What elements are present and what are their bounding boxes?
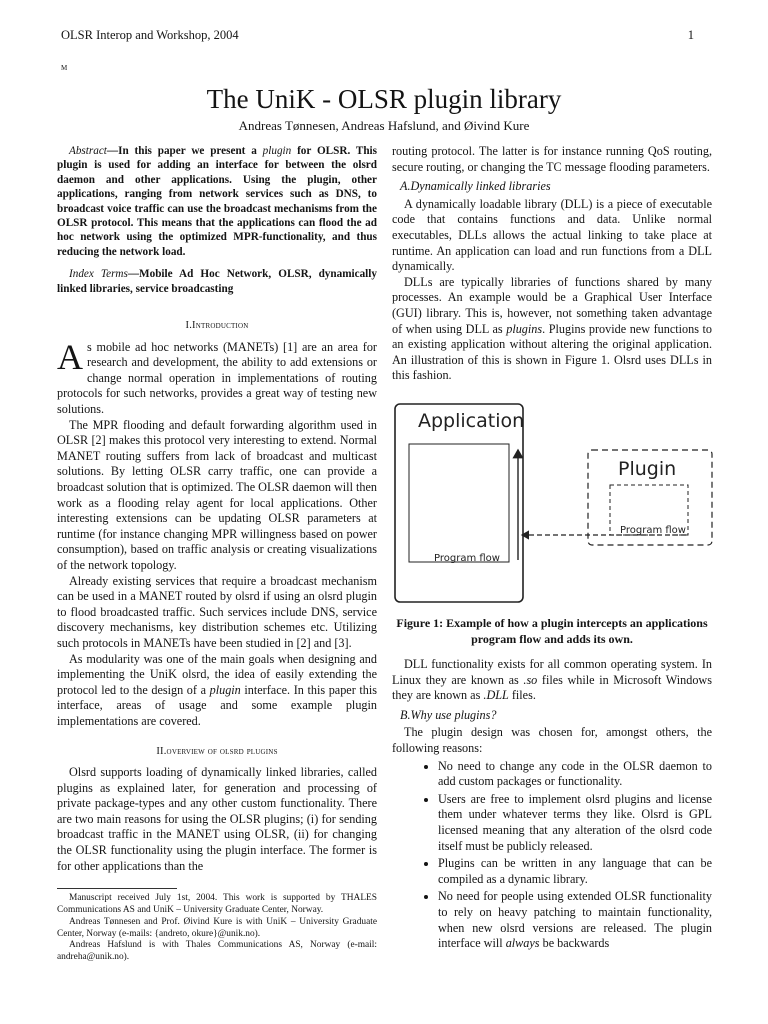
intro-paragraph-3: Already existing services that require a broadcast mechanism can be used in a MANET routed by olsrd if using an olsrd plugin to flood broadcasted traffic. Such services include DNS, service discovery mechanisms, key distribution schemes etc. Utilizing such protocols in MANETs have been studied in [2] and [3]. xyxy=(57,573,377,650)
list-item: • No need to change any code in the OLSR daemon to add custom packages or functionality. xyxy=(438,759,712,790)
abstract-plugin-word: plugin xyxy=(262,145,292,157)
left-column xyxy=(57,144,377,964)
dll-os-a: DLL functionality exists for all common operating system. In Linux they are known as xyxy=(392,657,712,687)
abstract-text: for OLSR. This plugin is used for adding an interface for between the olsrd daemon and other applications. Using the plugin, other applications, ranging from network services such as DNS, to broadcast voice traffic can use the broadcast mechanisms from the OLSR protocol. This means that the applications can flood the ad hoc network using the optimized MPR-functionality, and thus reducing the network load. xyxy=(57,145,378,258)
intro-p1-text: s mobile ad hoc networks (MANETs) [1] are an area for research and development, the ability to add extensions or change normal operation in implementations of routing protocols for such networks, provides a great way of testing new solutions. xyxy=(57,339,377,417)
footnote-line-3: Andreas Hafslund is with Thales Communications AS, Norway (e-mail: andreha@unik.no). xyxy=(57,940,377,963)
dll-os-c: files. xyxy=(508,688,536,703)
drop-cap: A xyxy=(57,336,83,377)
index-terms xyxy=(57,267,377,296)
footnote-rule xyxy=(57,888,177,889)
list-item: • Plugins can be written in any language that can be compiled as a dynamic library. xyxy=(438,856,712,887)
right-paragraph-0: routing protocol. The latter is for instance running QoS routing, secure routing, or changing the TC message flooding parameters. xyxy=(392,144,712,174)
footnote-line-2: Andreas Tønnesen and Prof. Øivind Kure is with UniK – University Graduate Center, Norway (e-mails: {andreto, okure}@unik.no). xyxy=(57,916,377,939)
intro-paragraph-1 xyxy=(57,336,377,418)
application-label: Application xyxy=(418,409,525,432)
intro-paragraph-2: The MPR flooding and default forwarding algorithm used in OLSR [2] makes this protocol very interesting to extend. Normal MANET routing suffers from lack of broadcast and multicast solutions. By letting OLSR carry traffic, one can provide a broadcast solution that is optimized. The OLSR daemon will then work as a flooding relay agent for local applications. Other interesting extensions can be updating OLSR parameters at runtime (for instance changing MPR willingness based on power consumption), based on traffic analysis or creating visualizations of the network topology. xyxy=(57,417,377,572)
program-flow-label-1: Program flow xyxy=(434,552,500,564)
section-heading-overview: II.overview of olsrd plugins xyxy=(156,745,278,757)
margin-mark: M xyxy=(61,64,68,72)
running-header: OLSR Interop and Workshop, 2004 xyxy=(61,28,239,42)
page-number: 1 xyxy=(687,28,694,42)
intro-p4-b: interface. In this paper this interface, areas of usage and some example plugin implementations are covered. xyxy=(57,682,377,728)
bullet-4-continuation-a: The plugin interface will xyxy=(438,920,712,951)
list-item xyxy=(438,889,712,951)
figure-1-diagram xyxy=(392,402,714,612)
bullet-4-text: No need for people using extended OLSR functionality to rely on heavy patching to maintain functionality, when new olsrd versions are released. xyxy=(438,889,712,935)
reasons-list xyxy=(392,759,712,952)
dll-p2-em: plugins xyxy=(506,321,543,336)
abstract-dash: —In this paper we present a xyxy=(106,145,263,157)
intro-p4-a: As modularity was one of the main goals when designing and implementing the UniK olsrd, the idea of easily extending the protocol led to the design of a xyxy=(57,651,377,697)
index-terms-text: —Mobile Ad Hoc Network, OLSR, dynamically linked libraries, service broadcasting xyxy=(57,268,377,295)
application-box xyxy=(395,404,523,602)
dll-p2-b: . Plugins provide new functions to an existing application without altering the original application. An illustration of this is shown in Figure 1. Olsrd uses DLLs in this fashion. xyxy=(392,321,712,383)
overview-paragraph-1: Olsrd supports loading of dynamically linked libraries, called plugins as explained later, for generation and processing of private package-types and any other custom functionality. There are two main reasons for using the OLSR plugins; (i) for sending broadcast traffic in the MANET using OLSR, (ii) for changing the OLSR functionality using the plugin interface. The former is for other applications than the xyxy=(57,765,377,873)
dll-paragraph-2 xyxy=(392,275,712,384)
program-flow-label-2: Program flow xyxy=(620,524,686,536)
bullet-4-continuation-b: be backwards xyxy=(539,936,610,951)
index-terms-lead: Index Terms xyxy=(69,268,128,281)
abstract-lead: Abstract xyxy=(69,145,107,157)
right-column xyxy=(392,144,712,954)
intro-paragraph-4 xyxy=(57,652,377,730)
dll-os-dll: .DLL xyxy=(483,688,509,703)
paper-title: The UniK - OLSR plugin library xyxy=(206,84,562,114)
figure-1-caption: Figure 1: Example of how a plugin intercepts an applications program flow and adds its own. xyxy=(396,615,708,646)
why-plugins-paragraph: The plugin design was chosen for, amongst others, the following reasons: xyxy=(392,725,712,756)
section-heading-introduction: I.Introduction xyxy=(185,320,249,332)
dll-paragraph-1: A dynamically loadable library (DLL) is a piece of executable code that contains functions and data. Unlike normal executables, DLLs allows the actual linking to take place at runtime. An application can load and run functions from a DLL dynamically. xyxy=(392,196,712,274)
program-flow-box xyxy=(409,444,509,562)
dll-os-paragraph xyxy=(392,657,712,704)
subsection-heading-dll: A.Dynamically linked libraries xyxy=(400,179,551,194)
footnote xyxy=(57,888,377,964)
dll-p2-a: DLLs are typically libraries of functions shared by many processes. An example would be a Graphical User Interface (GUI) library. This is, however, not something taken advantage of when using DLL as xyxy=(392,274,712,336)
bullet-4-em: always xyxy=(505,936,540,951)
dll-os-so: .so xyxy=(523,672,538,687)
plugin-label: Plugin xyxy=(618,457,677,480)
subsection-heading-why-plugins: B.Why use plugins? xyxy=(400,707,497,722)
abstract xyxy=(57,144,377,259)
footnote-line-1: Manuscript received July 1st, 2004. This work is supported by THALES Communications AS and UniK – University Graduate Center, Norway. xyxy=(57,893,377,916)
intro-p4-em: plugin xyxy=(209,682,241,697)
list-item: • Users are free to implement olsrd plugins and license them under whatever terms they like. Olsrd is GPL licensed meaning that any alteration of the olsrd code itself must be publicly released. xyxy=(438,792,712,854)
paper-authors: Andreas Tønnesen, Andreas Hafslund, and Øivind Kure xyxy=(238,118,530,133)
dll-os-b: files while in Microsoft Windows they are known as xyxy=(392,672,712,703)
